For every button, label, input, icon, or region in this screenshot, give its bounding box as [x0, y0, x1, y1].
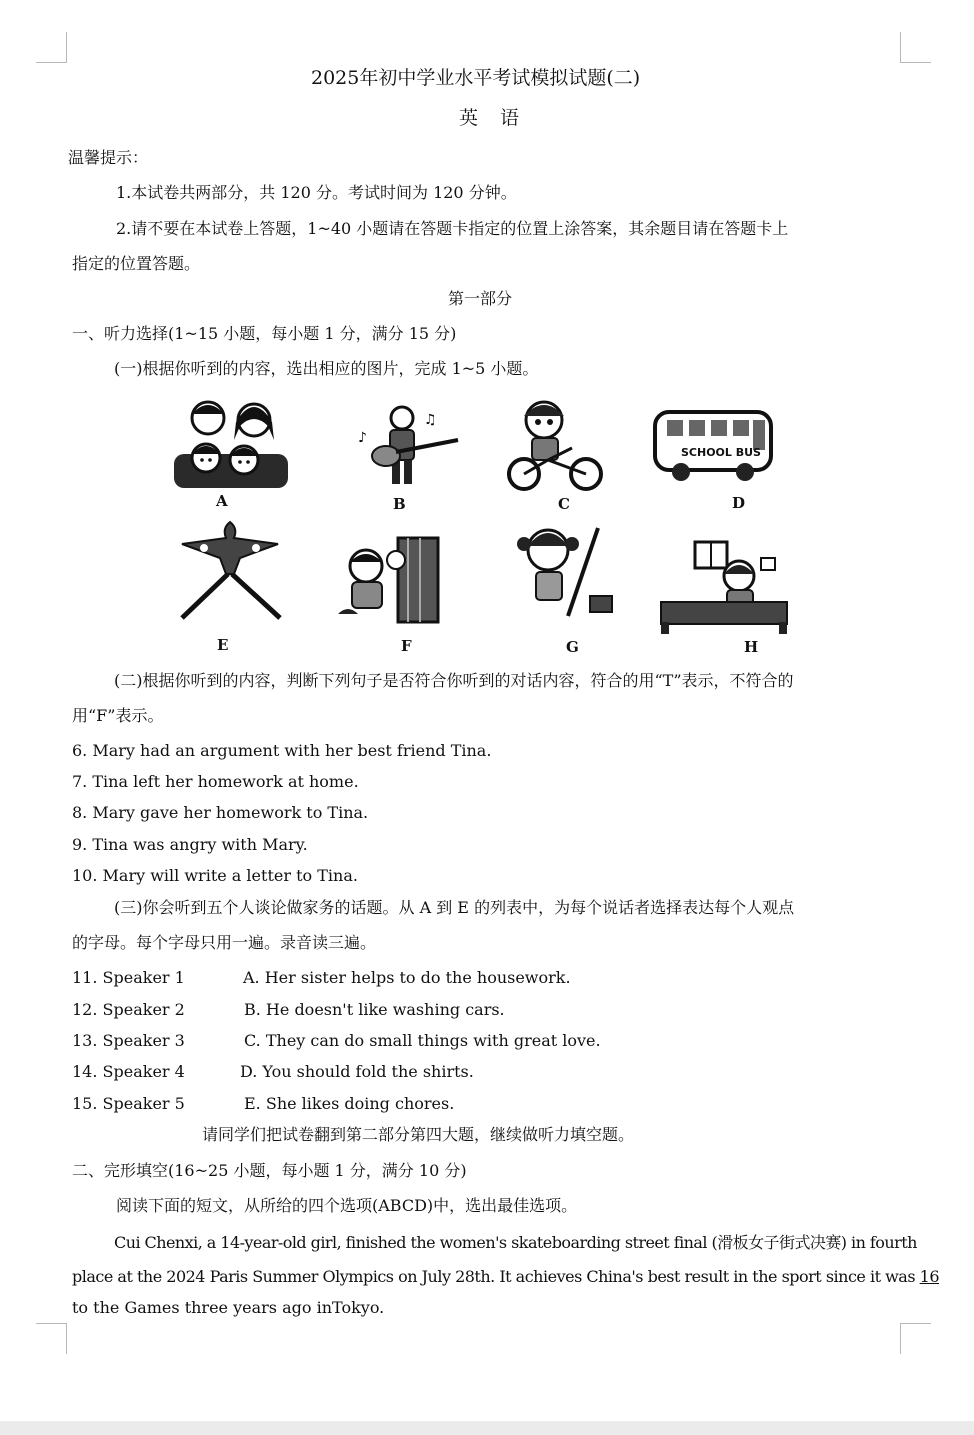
family-icon: [172, 396, 290, 492]
matching-speaker-1: 11. Speaker 1: [72, 968, 185, 987]
subsection-2-instruction-line-1: (二)根据你听到的内容，判断下列句子是否符合你听到的对话内容，符合的用“T”表示，不符合的: [114, 671, 794, 690]
crop-mark-bottom-left: [36, 1323, 67, 1354]
subsection-1-instruction: (一)根据你听到的内容，选出相应的图片，完成 1~5 小题。: [114, 359, 539, 378]
matching-option-e: E. She likes doing chores.: [244, 1094, 455, 1113]
page-bottom-strip: [0, 1421, 974, 1435]
exam-title: 2025年初中学业水平考试模拟试题(二): [311, 67, 641, 89]
picture-label-a: A: [216, 492, 228, 510]
svg-text:♪: ♪: [358, 430, 367, 446]
picture-label-d: D: [732, 494, 746, 512]
crop-mark-bottom-right: [900, 1323, 931, 1354]
picture-label-h: H: [744, 638, 759, 656]
passage-line-2-text: place at the 2024 Paris Summer Olympics on July 28th. It achieves China's best result in the sport since it was: [72, 1267, 920, 1286]
matching-speaker-5: 15. Speaker 5: [72, 1094, 185, 1113]
matching-option-c: C. They can do small things with great love.: [244, 1031, 601, 1050]
turn-page-note: 请同学们把试卷翻到第二部分第四大题，继续做听力填空题。: [202, 1125, 635, 1144]
picture-e: [174, 518, 286, 624]
kids-trash-bin-icon: [334, 524, 446, 628]
picture-label-e: E: [217, 636, 229, 654]
matching-option-d: D. You should fold the shirts.: [240, 1062, 474, 1081]
matching-option-b: B. He doesn't like washing cars.: [244, 1000, 505, 1019]
notice-heading: 温馨提示：: [68, 148, 149, 167]
picture-f: [334, 524, 446, 628]
part-one-heading: 第一部分: [448, 289, 513, 308]
notice-item-2-line-1: 2.请不要在本试卷上答题，1~40 小题请在答题卡指定的位置上涂答案，其余题目请在答题卡上: [116, 219, 789, 238]
subsection-3-instruction-line-2: 的字母。每个字母只用一遍。录音读三遍。: [72, 933, 377, 952]
girl-mopping-icon: [504, 516, 626, 626]
subject-title: 英 语: [459, 107, 528, 129]
boy-making-bed-icon: [657, 536, 791, 636]
section-cloze-instruction: 阅读下面的短文，从所给的四个选项(ABCD)中，选出最佳选项。: [116, 1196, 578, 1215]
picture-label-b: B: [393, 495, 406, 513]
tf-item-6: 6. Mary had an argument with her best friend Tina.: [72, 741, 492, 760]
tf-item-7: 7. Tina left her homework at home.: [72, 772, 359, 791]
crop-mark-top-right: [900, 32, 931, 63]
notice-item-2-line-2: 指定的位置答题。: [72, 254, 201, 273]
picture-h: [657, 536, 791, 636]
subsection-3-instruction-line-1: (三)你会听到五个人谈论做家务的话题。从 A 到 E 的列表中，为每个说话者选择表达每个人观点: [114, 898, 795, 917]
picture-g: [504, 516, 626, 626]
tf-item-10: 10. Mary will write a letter to Tina.: [72, 866, 358, 885]
school-bus-text: SCHOOL BUS: [681, 446, 761, 459]
section-listening-heading: 一、听力选择(1~15 小题，每小题 1 分，满分 15 分): [72, 324, 457, 343]
matching-speaker-3: 13. Speaker 3: [72, 1031, 185, 1050]
matching-speaker-4: 14. Speaker 4: [72, 1062, 185, 1081]
picture-label-g: G: [566, 638, 579, 656]
crop-mark-top-left: [36, 32, 67, 63]
picture-d: [651, 404, 777, 484]
passage-line-3: to the Games three years ago inTokyo.: [72, 1298, 385, 1317]
guitar-player-icon: [344, 404, 464, 488]
svg-text:♫: ♫: [424, 412, 437, 428]
passage-line-1: Cui Chenxi, a 14-year-old girl, finished the women's skateboarding street final (滑板女子街式决赛) in fourth: [114, 1233, 917, 1252]
picture-a: [172, 396, 290, 492]
picture-c: [502, 398, 610, 492]
picture-b: [344, 404, 464, 488]
tf-item-8: 8. Mary gave her homework to Tina.: [72, 803, 369, 822]
kite-icon: [174, 518, 286, 624]
blank-16: 16: [919, 1267, 939, 1286]
passage-line-2: [72, 1267, 939, 1287]
picture-label-c: C: [558, 495, 570, 513]
section-cloze-heading: 二、完形填空(16~25 小题，每小题 1 分，满分 10 分): [72, 1161, 467, 1180]
notice-item-1: 1.本试卷共两部分，共 120 分。考试时间为 120 分钟。: [116, 183, 517, 202]
subsection-2-instruction-line-2: 用“F”表示。: [72, 706, 164, 725]
matching-speaker-2: 12. Speaker 2: [72, 1000, 185, 1019]
tf-item-9: 9. Tina was angry with Mary.: [72, 835, 308, 854]
picture-label-f: F: [401, 637, 412, 655]
school-bus-icon: [651, 404, 777, 484]
matching-option-a: A. Her sister helps to do the housework.: [243, 968, 571, 987]
bike-rider-icon: [502, 398, 610, 492]
